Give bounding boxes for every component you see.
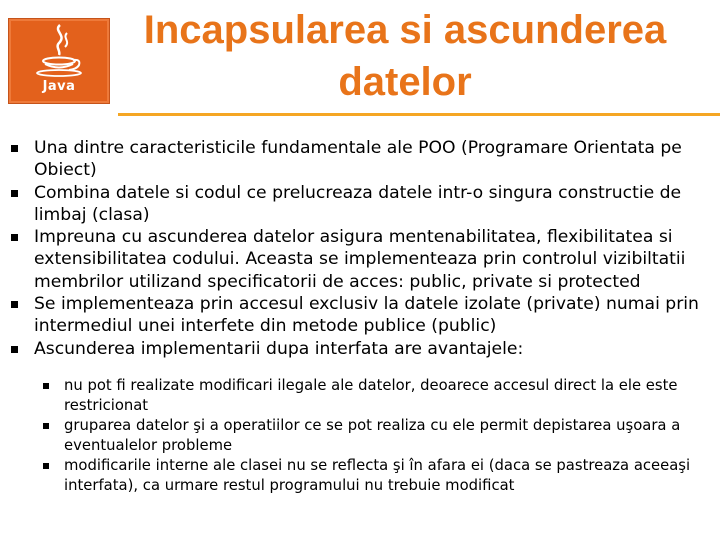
bullet-item xyxy=(0,137,720,182)
java-logo xyxy=(8,18,110,104)
square-bullet-icon xyxy=(11,301,18,308)
sub-bullet-item xyxy=(0,416,720,456)
sub-bullet-text: gruparea datelor şi a operatiilor ce se pot realiza cu ele permit depistarea uşoara a eventualelor probleme xyxy=(64,416,681,454)
bullet-item xyxy=(0,293,720,338)
square-bullet-icon xyxy=(43,423,49,429)
square-bullet-icon xyxy=(43,463,49,469)
slide-title: Incapsularea si ascunderea datelor xyxy=(143,8,667,104)
sub-bullet-item xyxy=(0,376,720,416)
logo-text: Java xyxy=(42,79,76,94)
title-divider xyxy=(118,113,720,116)
bullet-item xyxy=(0,226,720,293)
bullet-text: Impreuna cu ascunderea datelor asigura mentenabilitatea, flexibilitatea si extensibilitatea codului. Aceasta se implementeaza prin controlul vizibiltatii membrilor utilizand specificatorii de acces: public, private si protected xyxy=(34,227,686,292)
bullet-text: Una dintre caracteristicile fundamentale ale POO (Programare Orientata pe Obiect) xyxy=(34,138,682,181)
bullet-item xyxy=(0,182,720,227)
sub-bullet-text: modificarile interne ale clasei nu se reflecta şi în afara ei (daca se pastreaza aceeaşi interfata), ca urmare restul programului nu trebuie modificat xyxy=(64,456,691,494)
square-bullet-icon xyxy=(11,190,18,197)
bullet-text: Ascunderea implementarii dupa interfata are avantajele: xyxy=(34,338,524,359)
square-bullet-icon xyxy=(11,145,18,152)
sub-bullet-list xyxy=(0,376,720,495)
bullet-text: Combina datele si codul ce prelucreaza datele intr-o singura constructie de limbaj (clasa) xyxy=(34,182,682,225)
square-bullet-icon xyxy=(11,234,18,241)
sub-bullet-text: nu pot fi realizate modificari ilegale ale datelor, deoarece accesul direct la ele este restricionat xyxy=(64,376,678,414)
square-bullet-icon xyxy=(11,346,18,353)
bullet-item xyxy=(0,338,720,360)
bullet-text: Se implementeaza prin accesul exclusiv la datele izolate (private) numai prin intermediul unei interfete din metode publice (public) xyxy=(34,294,699,337)
bullet-list xyxy=(0,137,720,495)
square-bullet-icon xyxy=(43,383,49,389)
sub-bullet-item xyxy=(0,456,720,496)
